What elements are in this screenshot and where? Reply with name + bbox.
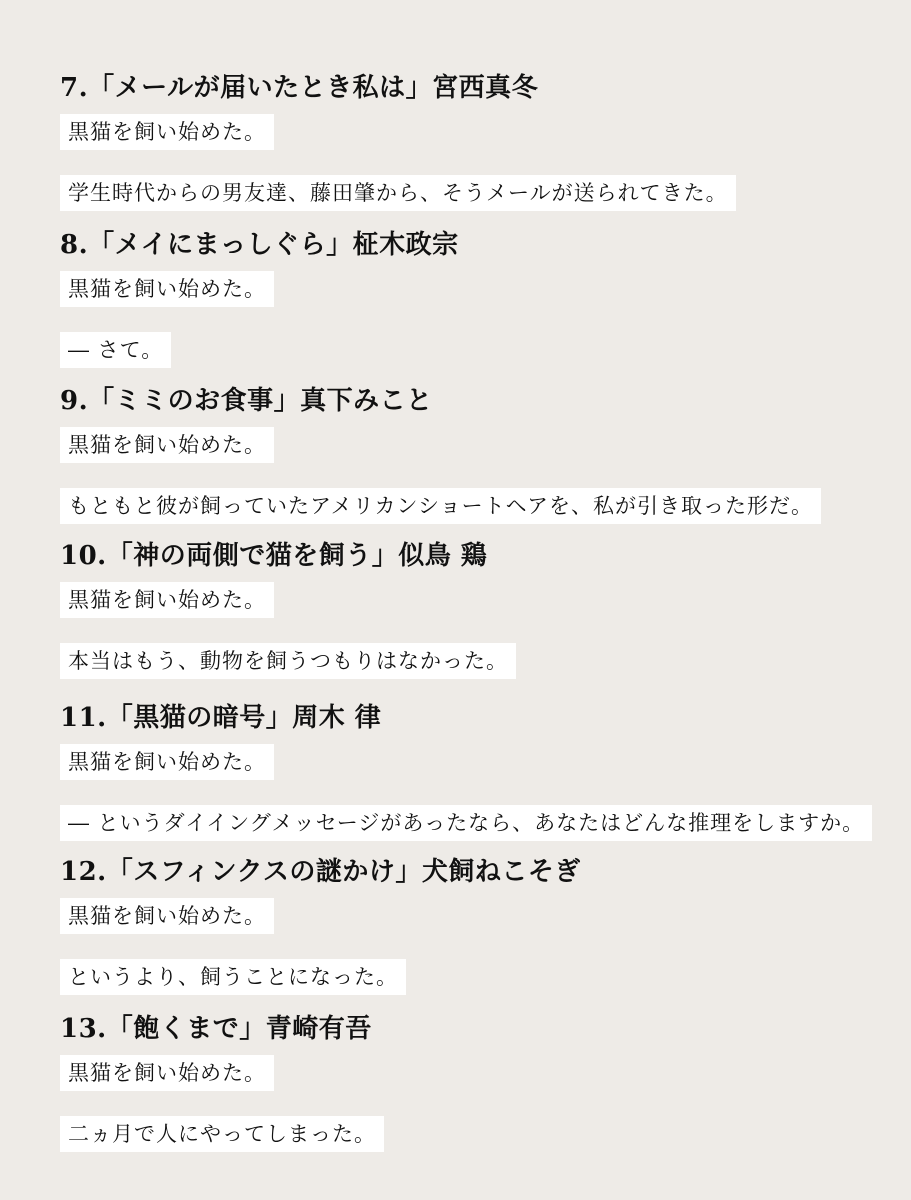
story-opening-line: 黒猫を飼い始めた。 xyxy=(60,427,274,463)
story-opening-line: 黒猫を飼い始めた。 xyxy=(60,114,274,150)
story-title: 9.「ミミのお食事」真下みこと xyxy=(60,386,433,416)
story-title: 8.「メイにまっしぐら」柾木政宗 xyxy=(60,230,459,260)
story-opening-line: 黒猫を飼い始めた。 xyxy=(60,1055,274,1091)
story-second-line: というより、飼うことになった。 xyxy=(60,959,406,995)
story-second-line: 学生時代からの男友達、藤田肇から、そうメールが送られてきた。 xyxy=(60,175,736,211)
story-second-line: 二ヵ月で人にやってしまった。 xyxy=(60,1116,384,1152)
story-second-line: ― というダイイングメッセージがあったなら、あなたはどんな推理をしますか。 xyxy=(60,805,872,841)
story-second-line: もともと彼が飼っていたアメリカンショートヘアを、私が引き取った形だ。 xyxy=(60,488,821,524)
story-opening-line: 黒猫を飼い始めた。 xyxy=(60,582,274,618)
story-title: 13.「飽くまで」青崎有吾 xyxy=(60,1014,372,1044)
story-second-line: ― さて。 xyxy=(60,332,171,368)
story-opening-line: 黒猫を飼い始めた。 xyxy=(60,744,274,780)
story-title: 7.「メールが届いたとき私は」宮西真冬 xyxy=(60,73,539,103)
story-opening-line: 黒猫を飼い始めた。 xyxy=(60,898,274,934)
story-title: 11.「黒猫の暗号」周木 律 xyxy=(60,703,382,733)
story-opening-line: 黒猫を飼い始めた。 xyxy=(60,271,274,307)
story-second-line: 本当はもう、動物を飼うつもりはなかった。 xyxy=(60,643,516,679)
story-title: 12.「スフィンクスの謎かけ」犬飼ねこそぎ xyxy=(60,857,581,887)
story-title: 10.「神の両側で猫を飼う」似鳥 鶏 xyxy=(60,541,488,571)
